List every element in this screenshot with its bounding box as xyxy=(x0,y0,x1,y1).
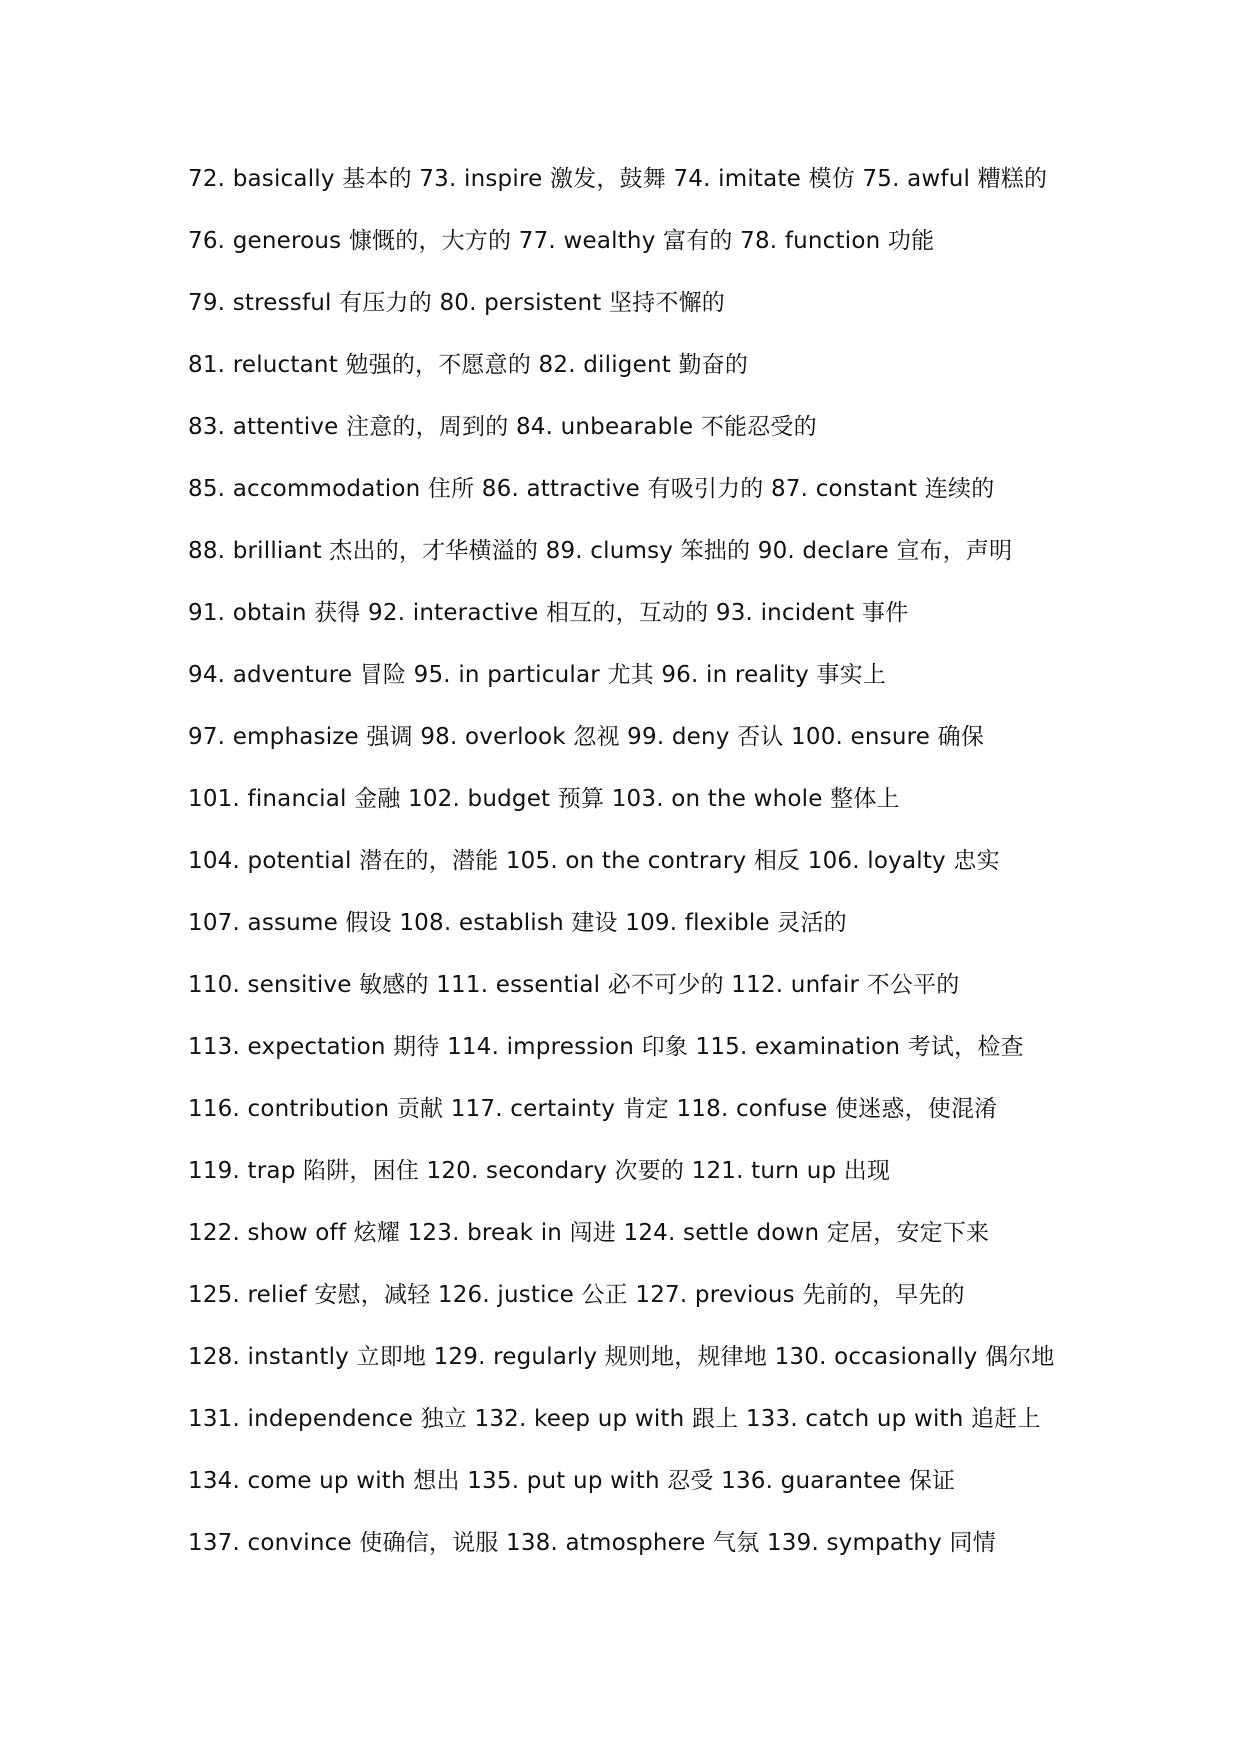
vocab-line-81-82: 81. reluctant 勉强的，不愿意的 82. diligent 勤奋的 xyxy=(188,352,749,378)
vocab-line-113-115: 113. expectation 期待 114. impression 印象 115. examination 考试，检查 xyxy=(188,1034,1024,1060)
vocab-line-76-78: 76. generous 慷慨的，大方的 77. wealthy 富有的 78. function 功能 xyxy=(188,228,935,254)
vocab-line-94-96: 94. adventure 冒险 95. in particular 尤其 96. in reality 事实上 xyxy=(188,662,887,688)
vocabulary-list xyxy=(188,158,1118,1584)
vocab-line-137-139: 137. convince 使确信，说服 138. atmosphere 气氛 139. sympathy 同情 xyxy=(188,1530,996,1556)
vocab-line-128-130: 128. instantly 立即地 129. regularly 规则地，规律地 130. occasionally 偶尔地 xyxy=(188,1344,1055,1370)
vocab-line-134-136: 134. come up with 想出 135. put up with 忍受 136. guarantee 保证 xyxy=(188,1468,956,1494)
vocab-line-101-103: 101. financial 金融 102. budget 预算 103. on the whole 整体上 xyxy=(188,786,900,812)
vocab-line-116-118: 116. contribution 贡献 117. certainty 肯定 118. confuse 使迷惑，使混淆 xyxy=(188,1096,998,1122)
vocab-line-72-75: 72. basically 基本的 73. inspire 激发，鼓舞 74. imitate 模仿 75. awful 糟糕的 xyxy=(188,166,1048,192)
vocab-line-131-133: 131. independence 独立 132. keep up with 跟上 133. catch up with 追赶上 xyxy=(188,1406,1041,1432)
vocab-line-79-80: 79. stressful 有压力的 80. persistent 坚持不懈的 xyxy=(188,290,725,316)
vocab-line-83-84: 83. attentive 注意的，周到的 84. unbearable 不能忍受的 xyxy=(188,414,817,440)
vocab-line-122-124: 122. show off 炫耀 123. break in 闯进 124. settle down 定居，安定下来 xyxy=(188,1220,990,1246)
vocab-line-91-93: 91. obtain 获得 92. interactive 相互的，互动的 93. incident 事件 xyxy=(188,600,909,626)
vocab-line-125-127: 125. relief 安慰，减轻 126. justice 公正 127. previous 先前的，早先的 xyxy=(188,1282,965,1308)
vocab-line-88-90: 88. brilliant 杰出的，才华横溢的 89. clumsy 笨拙的 90. declare 宣布，声明 xyxy=(188,538,1013,564)
vocab-line-110-112: 110. sensitive 敏感的 111. essential 必不可少的 112. unfair 不公平的 xyxy=(188,972,960,998)
vocab-line-104-106: 104. potential 潜在的，潜能 105. on the contrary 相反 106. loyalty 忠实 xyxy=(188,848,1000,874)
vocab-line-85-87: 85. accommodation 住所 86. attractive 有吸引力的 87. constant 连续的 xyxy=(188,476,995,502)
vocab-line-97-100: 97. emphasize 强调 98. overlook 忽视 99. deny 否认 100. ensure 确保 xyxy=(188,724,985,750)
vocab-line-119-121: 119. trap 陷阱，困住 120. secondary 次要的 121. turn up 出现 xyxy=(188,1158,891,1184)
vocab-line-107-109: 107. assume 假设 108. establish 建设 109. flexible 灵活的 xyxy=(188,910,847,936)
